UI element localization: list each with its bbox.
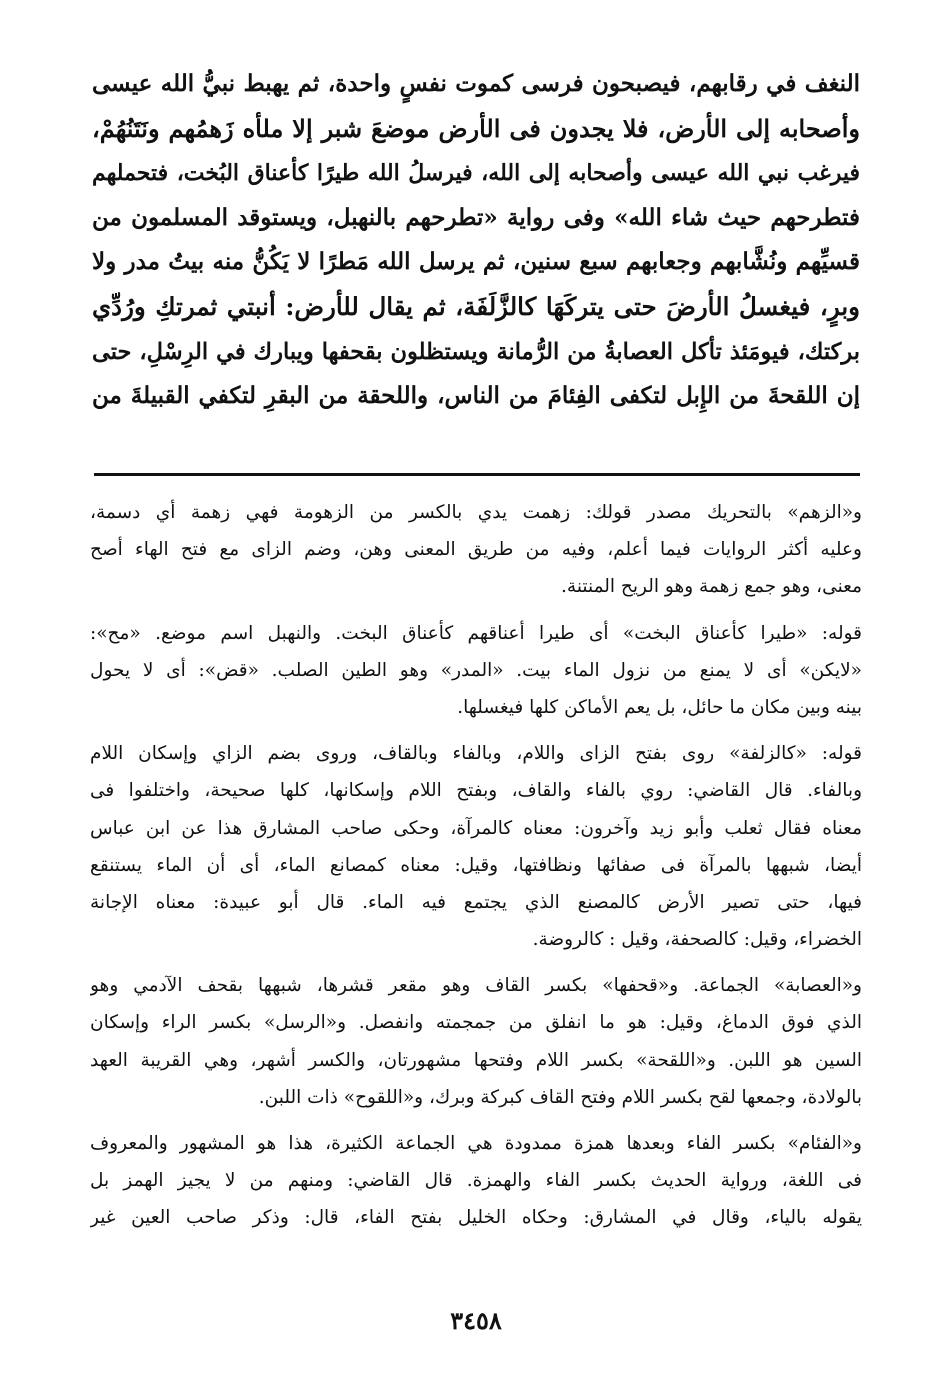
footnote-paragraph — [90, 615, 862, 727]
footnote-separator — [94, 473, 860, 476]
main-text-line: بركتك، فيومَئذ تأكل العصابةُ من الرُّمانة ويستظلون بقحفها ويبارك في الرِسْلِ، حتى — [92, 338, 860, 365]
footnote-line: و«الزهم» بالتحريك مصدر قولك: زهمت يدي بالكسر من الزهومة فهي زهمة أي دسمة، — [90, 502, 862, 523]
footnote-line: بالولادة، وجمعها لقح بكسر اللام وفتح القاف كبركة وبرك، و«اللقوح» ذات اللبن. — [258, 1086, 862, 1108]
hadith-text — [92, 62, 860, 419]
footnote-paragraph — [90, 967, 862, 1116]
footnote-line: السين هو اللبن. و«اللقحة» بكسر اللام وفتحها مشهورتان، والكسر أشهر، وهي القريبة العهد — [90, 1049, 862, 1071]
main-text-line: وأصحابه إلى الأرض، فلا يجدون فى الأرض موضعَ شبر إلا ملأه زَهمُهم ونَتَنُهُمْ، — [92, 113, 860, 143]
footnote-line: فيها، حتى تصير الأرض كالمصنع الذي يجتمع فيه الماء. قال أبو عبيدة: معناه الإجانة — [90, 891, 862, 913]
footnote-line: قوله: «كالزلفة» روى بفتح الزاى واللام، وبالفاء وبالقاف، وروى بضم الزاي وإسكان اللام — [90, 743, 862, 765]
footnotes — [90, 494, 862, 1246]
footnote-line: الذي فوق الدماغ، وقيل: هو ما انفلق من جمجمته وانفصل. و«الرسل» بكسر الراء وإسكان — [90, 1012, 862, 1034]
footnote-line: و«الفئام» بكسر الفاء وبعدها همزة ممدودة هي الجماعة الكثيرة، هذا هو المشهور والمعروف — [90, 1133, 862, 1154]
footnote-line: معنى، وهو جمع زهمة وهو الريح المنتنة. — [561, 576, 862, 598]
page-number: ٣٤٥٨ — [450, 1306, 502, 1335]
footnote-line: فى اللغة، ورواية الحديث بكسر الفاء والهمزة. قال القاضي: ومنهم من لا يجيز الهمز بل — [90, 1170, 862, 1192]
footnote-line: معناه فقال ثعلب وأبو زيد وآخرون: معناه كالمرآة، وحكى صاحب المشارق هذا عن ابن عباس — [90, 817, 862, 839]
footnote-line: يقوله بالياء، وقال في المشارق: وحكاه الخليل بفتح الفاء، قال: وذكر صاحب العين غير — [90, 1207, 862, 1229]
main-text-line: النغف في رقابهم، فيصبحون فرسى كموت نفسٍ واحدة، ثم يهبط نبيُّ الله عيسى — [92, 70, 860, 97]
footnote-paragraph — [90, 1125, 862, 1237]
footnote-paragraph — [90, 735, 862, 958]
footnote-line: وعليه أكثر الروايات فيما أعلم، وفيه من طريق المعنى وهن، وضم الزاى مع فتح الهاء أصح — [90, 539, 862, 561]
footnote-line: قوله: «طيرا كأعناق البخت» أى طيرا أعناقهم كأعناق البخت. والنهبل اسم موضع. «مح»: — [90, 622, 862, 644]
main-text-line: وبرٍ، فيغسلُ الأرضَ حتى يتركَهَا كالزَّلَفَة، ثم يقال للأرض: أنبتي ثمرتكِ ورُدِّي — [92, 291, 860, 321]
main-text-line: فتطرحهم حيث شاء الله» وفى رواية «تطرحهم بالنهبل، ويستوقد المسلمون من — [92, 203, 860, 231]
main-text-line: فيرغب نبي الله عيسى وأصحابه إلى الله، فيرسلُ الله طيرًا كأعناق البُخت، فتحملهم — [92, 160, 860, 187]
footnote-line: وبالفاء. قال القاضي: روي بالفاء والقاف، وبفتح اللام وإسكانها، كلها صحيحة، واختلفوا فى — [90, 780, 862, 802]
footnote-paragraph — [90, 494, 862, 606]
footnote-line: الخضراء، وقيل: كالصحفة، وقيل : كالروضة. — [532, 929, 862, 951]
main-text-line: قسيِّهم ونُشَّابهم وجعابهم سبع سنين، ثم يرسل الله مَطرًا لا يَكُنُّ منه بيتُ مدر ولا — [92, 248, 860, 276]
footnote-line: بينه وبين مكان ما حائل، بل يعم الأماكن كلها فيغسلها. — [457, 696, 862, 718]
footnote-line: أيضا، شبهها بالمرآة فى صفائها ونظافتها، وقيل: معناه كمصانع الماء، أى أن الماء يستنقع — [90, 854, 862, 876]
footnote-line: «لايكن» أى لا يمنع من نزول الماء بيت. «المدر» وهو الطين الصلب. «قض»: أى لا يحول — [90, 659, 862, 681]
footnote-line: و«العصابة» الجماعة. و«قحفها» بكسر القاف وهو مقعر قشرها، شبهها بقحف الآدمي وهو — [90, 975, 862, 997]
main-text-line: إن اللقحةَ من الإِبل لتكفى الفِئامَ من الناس، واللحقة من البقرِ لتكفي القبيلةَ من — [92, 382, 860, 410]
main-text-block — [92, 62, 860, 419]
